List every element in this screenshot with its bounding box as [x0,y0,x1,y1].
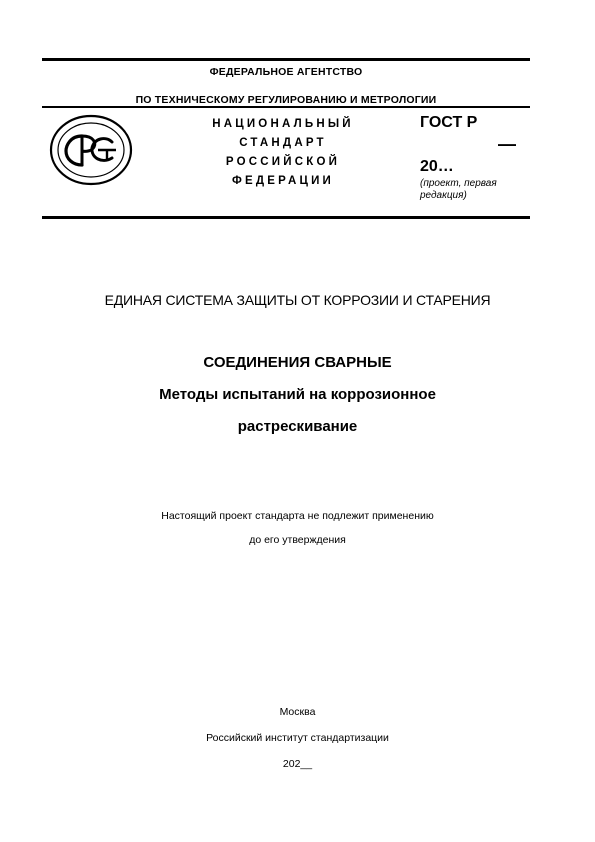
standard-type-line-3: РОССИЙСКОЙ [225,156,341,168]
standard-system-title: ЕДИНАЯ СИСТЕМА ЗАЩИТЫ ОТ КОРРОЗИИ И СТАРЕНИЯ [104,292,491,308]
draft-note-line-2: редакция) [420,190,467,201]
publication-city: Москва [279,706,316,718]
standard-type-line-2: СТАНДАРТ [239,137,327,149]
gost-r-certification-icon [48,112,134,188]
publisher: Российский институт стандартизации [206,732,389,744]
notice-line-2: до его утверждения [249,534,346,546]
agency-line-1: ФЕДЕРАЛЬНОЕ АГЕНТСТВО [209,66,363,78]
header-rule [42,106,530,108]
document-title: СОЕДИНЕНИЯ СВАРНЫЕ [203,354,392,371]
bottom-rule [42,216,530,219]
draft-note [420,178,530,202]
document-subtitle-line-2: растрескивание [237,418,358,435]
top-rule [42,58,530,61]
document-subtitle-line-1: Методы испытаний на коррозионное [159,386,436,403]
gost-code: ГОСТ Р [420,114,478,131]
publication-year: 202__ [282,758,313,770]
notice-line-1: Настоящий проект стандарта не подлежит применению [161,510,434,522]
agency-line-2: ПО ТЕХНИЧЕСКОМУ РЕГУЛИРОВАНИЮ И МЕТРОЛОГИИ [135,94,437,106]
draft-note-line-1: (проект, первая [420,178,497,189]
gost-year: 20… [420,158,454,175]
standard-type-line-4: ФЕДЕРАЦИИ [231,175,335,187]
standard-type-line-1: НАЦИОНАЛЬНЫЙ [212,118,354,130]
gost-number-dash: — [498,134,516,154]
